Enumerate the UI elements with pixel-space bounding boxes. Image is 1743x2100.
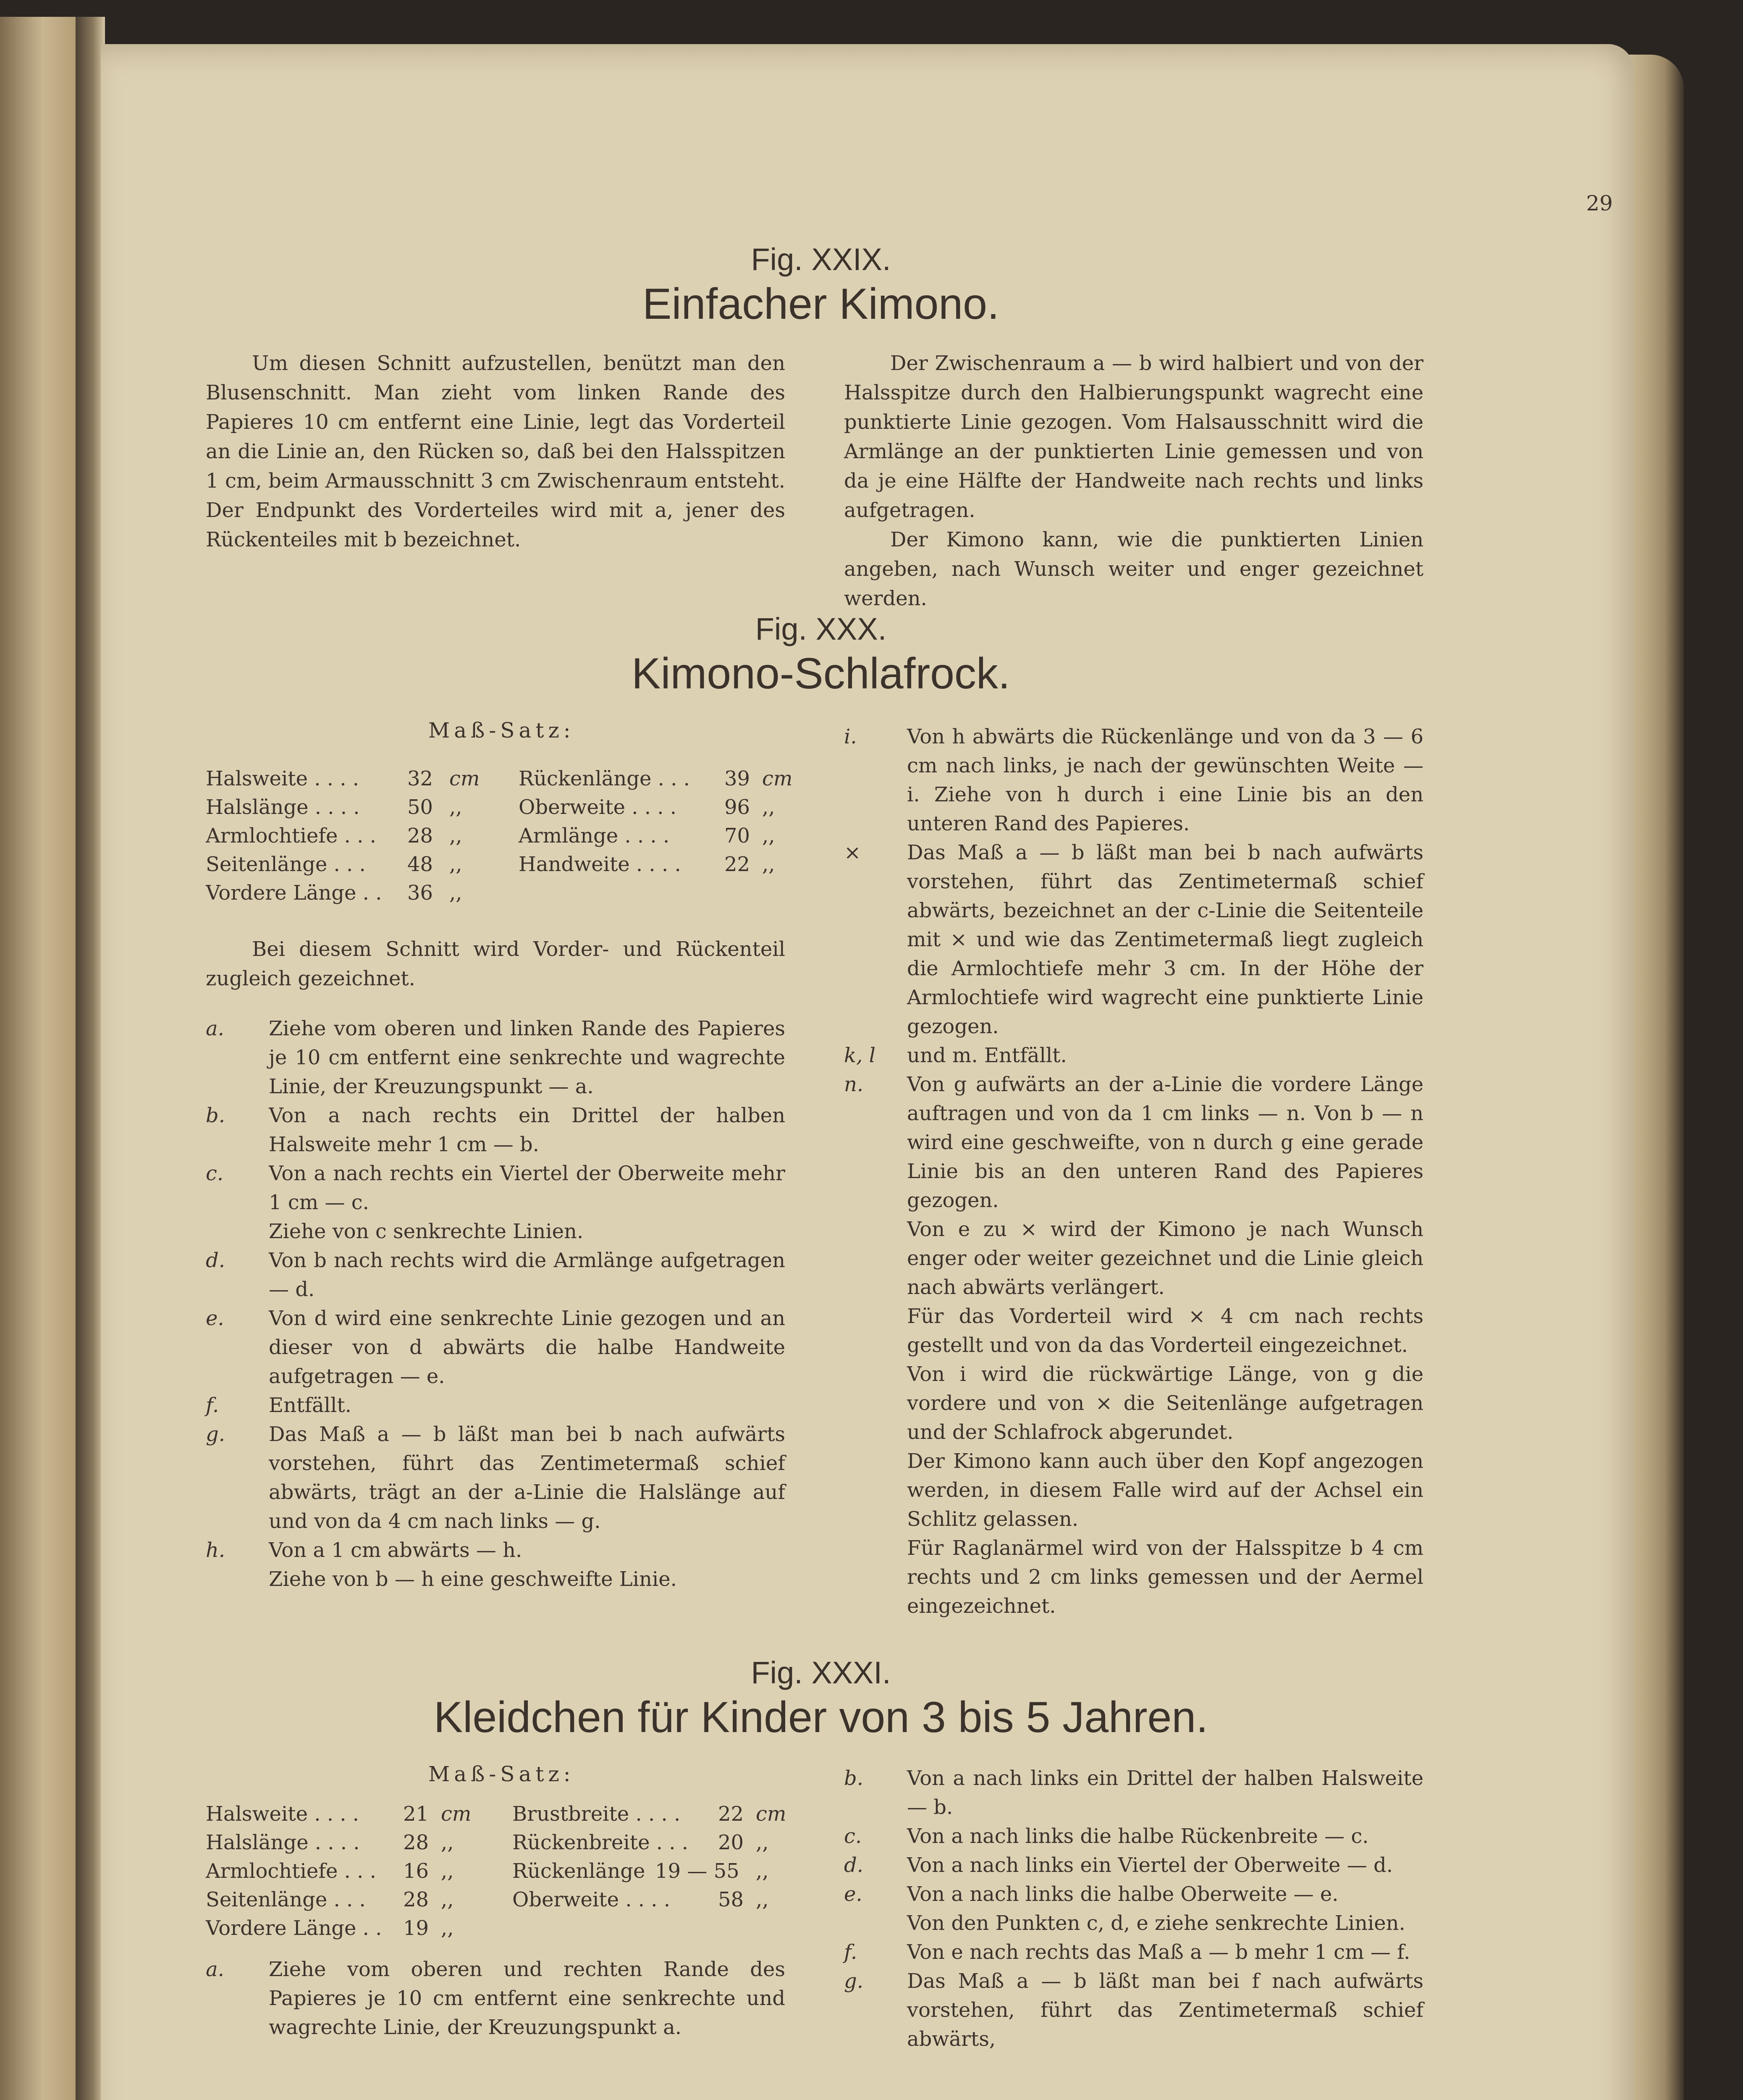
measurement-unit: cm — [441, 1802, 472, 1826]
measurement-unit: ,, — [756, 1859, 769, 1883]
step-item — [844, 1851, 1423, 1880]
step-item — [206, 1014, 785, 1101]
step-item — [844, 1764, 1423, 1822]
step-continuation: Ziehe von b — h eine geschweifte Linie. — [269, 1567, 677, 1591]
measurement-name: Seitenlänge . . . — [206, 853, 366, 876]
step-continuation: Von den Punkten c, d, e ziehe senkrechte Linien. — [907, 1911, 1405, 1935]
step-text: Von d wird eine senkrechte Linie gezogen und an dieser von d abwärts die halbe Handweite aufgetragen — e. — [269, 1307, 785, 1388]
fig31-title: Kleidchen für Kinder von 3 bis 5 Jahren. — [433, 1693, 1208, 1742]
step-text: Von h abwärts die Rückenlänge und von da 3 — 6 cm nach links, je nach der gewünschten Weite — i. Ziehe von h durch i eine Linie bis an den unteren Rand des Papieres. — [907, 725, 1423, 835]
measurement-unit: ,, — [449, 824, 462, 848]
measurement-row — [206, 1885, 508, 1914]
step-continuation: Für Raglanärmel wird von der Halsspitze b 4 cm rechts und 2 cm links gemessen und der Aermel eingezeichnet. — [907, 1536, 1423, 1618]
step-text: Von a nach rechts ein Viertel der Oberweite mehr 1 cm — c. — [269, 1162, 785, 1214]
step-key: g. — [844, 1969, 863, 1993]
measurement-unit: ,, — [441, 1859, 454, 1883]
measurement-value: 22 — [718, 1802, 744, 1826]
step-key: a. — [206, 1958, 224, 1981]
measurement-row — [206, 850, 508, 879]
step-item — [206, 1304, 785, 1391]
step-text: Von a nach links ein Viertel der Oberweite — d. — [907, 1853, 1393, 1877]
step-item — [844, 1070, 1423, 1215]
fig29-right-paragraph-1: Der Zwischenraum a — b wird halbiert und von der Halsspitze durch den Halbierungspunkt wagrecht eine punktierte Linie gezogen. Vom Halsausschnitt wird die Armlänge an der punktierten Linie gemessen und von da je eine Hälfte der Handweite nach rechts und links aufgetragen. — [844, 352, 1423, 522]
measurement-unit: ,, — [762, 853, 775, 876]
measurement-value: 39 — [724, 767, 750, 790]
step-text: Von e nach rechts das Maß a — b mehr 1 cm — f. — [907, 1940, 1410, 1964]
fig30-label: Fig. XXX. — [755, 612, 887, 646]
measurement-name: Rückenbreite . . . — [512, 1831, 689, 1854]
step-item — [206, 1246, 785, 1304]
measurement-value: 28 — [403, 1831, 429, 1854]
measurement-unit: ,, — [449, 795, 462, 819]
step-continuation: Der Kimono kann auch über den Kopf angezogen werden, in diesem Falle wird auf der Achsel ein Schlitz gelassen. — [907, 1449, 1423, 1531]
step-text: Entfällt. — [269, 1394, 351, 1417]
step-text: Von a 1 cm abwärts — h. — [269, 1538, 522, 1562]
fig30-mass-heading: Maß-Satz: — [428, 718, 575, 743]
measurement-unit: cm — [756, 1802, 786, 1826]
measurement-unit: ,, — [441, 1888, 454, 1911]
measurement-value: 96 — [724, 795, 750, 819]
measurement-unit: cm — [762, 767, 793, 790]
measurement-value: 36 — [407, 881, 433, 905]
measurement-row — [512, 1800, 798, 1828]
measurement-row — [206, 879, 508, 907]
step-text: Von b nach rechts wird die Armlänge aufgetragen — d. — [269, 1249, 785, 1301]
measurement-name: Rückenlänge — [512, 1859, 645, 1883]
measurement-unit: ,, — [449, 881, 462, 905]
measurement-value: 58 — [718, 1888, 744, 1911]
step-key: e. — [206, 1307, 224, 1330]
step-text: Ziehe vom oberen und linken Rande des Papieres je 10 cm entfernt eine senkrechte und wagrechte Linie, der Kreuzungspunkt — a. — [269, 1017, 785, 1098]
step-text: Von a nach links die halbe Rückenbreite — c. — [907, 1824, 1369, 1848]
measurement-row — [206, 793, 508, 822]
measurement-value: 19 — 55 — [655, 1859, 739, 1883]
fig31-measurements-right — [512, 1800, 798, 1914]
step-key: c. — [206, 1162, 224, 1185]
fig30-intro-text: Bei diesem Schnitt wird Vorder- und Rückenteil zugleich gezeichnet. — [206, 937, 785, 990]
fig29-left-paragraph: Um diesen Schnitt aufzustellen, benützt man den Blusenschnitt. Man zieht vom linken Rande des Papieres 10 cm entfernt eine Linie, legt das Vorderteil an die Linie an, den Rücken so, daß bei den Halsspitzen 1 cm, beim Armausschnitt 3 cm Zwischenraum entsteht. Der Endpunkt des Vorderteiles wird mit a, jener des Rückenteiles mit b bezeichnet. — [206, 352, 785, 551]
measurement-name: Halslänge . . . . — [206, 795, 360, 819]
measurement-unit: ,, — [756, 1831, 769, 1854]
measurement-value: 22 — [724, 853, 750, 876]
fig29-left-text — [206, 349, 785, 554]
fig29-right-paragraph-2: Der Kimono kann, wie die punktierten Linien angeben, nach Wunsch weiter und enger gezeichnet werden. — [844, 528, 1423, 610]
step-key: b. — [844, 1767, 863, 1790]
measurement-row — [206, 1800, 508, 1828]
measurement-value: 28 — [403, 1888, 429, 1911]
measurement-name: Handweite . . . . — [519, 853, 681, 876]
measurement-row — [206, 1914, 508, 1942]
measurement-name: Halsweite . . . . — [206, 1802, 359, 1826]
measurement-row — [519, 850, 796, 879]
step-key: d. — [844, 1853, 863, 1877]
measurement-row — [206, 822, 508, 850]
measurement-row — [519, 822, 796, 850]
measurement-name: Oberweite . . . . — [512, 1888, 671, 1911]
step-text: und m. Entfällt. — [907, 1044, 1067, 1067]
step-continuation: Für das Vorderteil wird × 4 cm nach rechts gestellt und von da das Vorderteil eingezeichnet. — [907, 1305, 1423, 1357]
measurement-row — [206, 764, 508, 793]
measurement-name: Vordere Länge . . — [206, 881, 382, 905]
measurement-unit: ,, — [762, 824, 775, 848]
step-text: Von a nach links ein Drittel der halben Halsweite — b. — [907, 1767, 1423, 1819]
fig31-steps-left — [206, 1955, 785, 2042]
fig31-steps-right — [844, 1764, 1423, 2054]
measurement-name: Brustbreite . . . . — [512, 1802, 681, 1826]
measurement-value: 50 — [407, 795, 433, 819]
step-key: f. — [206, 1394, 219, 1417]
measurement-name: Armlochtiefe . . . — [206, 1859, 376, 1883]
fig30-steps-right — [844, 722, 1423, 1621]
fig29-label: Fig. XXIX. — [751, 242, 891, 277]
step-item — [844, 1822, 1423, 1851]
measurement-row — [512, 1828, 798, 1857]
measurement-value: 48 — [407, 853, 433, 876]
measurement-name: Halslänge . . . . — [206, 1831, 360, 1854]
step-item — [844, 1041, 1423, 1070]
measurement-unit: ,, — [762, 795, 775, 819]
step-item — [844, 722, 1423, 838]
measurement-unit: ,, — [441, 1831, 454, 1854]
measurement-unit: ,, — [449, 853, 462, 876]
measurement-row — [519, 793, 796, 822]
step-item — [206, 1420, 785, 1536]
step-text: Das Maß a — b läßt man bei f nach aufwärts vorstehen, führt das Zentimetermaß schief abwärts, — [907, 1969, 1423, 2051]
step-key: a. — [206, 1017, 224, 1040]
step-item — [844, 1938, 1423, 1967]
measurement-row — [512, 1857, 798, 1885]
step-item — [206, 1101, 785, 1159]
step-text: Von g aufwärts an der a-Linie die vordere Länge auftragen und von da 1 cm links — n. Von b — n wird eine geschweifte, von n durch g eine gerade Linie bis an den unteren Rand des Papieres gezogen. — [907, 1073, 1423, 1212]
fig31-measurements-left — [206, 1800, 508, 1942]
step-text: Von a nach links die halbe Oberweite — e. — [907, 1882, 1339, 1906]
step-item — [844, 1880, 1423, 1909]
step-key: c. — [844, 1824, 862, 1848]
measurement-value: 32 — [407, 767, 433, 790]
measurement-row — [206, 1828, 508, 1857]
measurement-name: Halsweite . . . . — [206, 767, 359, 790]
fig31-mass-heading: Maß-Satz: — [428, 1762, 575, 1786]
step-item — [206, 1536, 785, 1565]
measurement-value: 20 — [718, 1831, 744, 1854]
step-item — [844, 838, 1423, 1041]
step-text: Das Maß a — b läßt man bei b nach aufwärts vorstehen, führt das Zentimetermaß schief abwärts, bezeichnet an der c-Linie die Seitenteile mit × und wie das Zentimetermaß liegt zugleich die Armlochtiefe mehr 3 cm. In der Höhe der Armlochtiefe wird wagrecht eine punktierte Linie gezogen. — [907, 841, 1423, 1038]
step-key: × — [844, 841, 861, 864]
measurement-row — [519, 764, 796, 793]
step-text: Das Maß a — b läßt man bei b nach aufwärts vorstehen, führt das Zentimetermaß schief abwärts, trägt an der a-Linie die Halslänge auf und von da 4 cm nach links — g. — [269, 1423, 785, 1533]
step-item — [206, 1955, 785, 2042]
measurement-name: Vordere Länge . . — [206, 1916, 382, 1940]
measurement-row — [512, 1885, 798, 1914]
measurement-name: Seitenlänge . . . — [206, 1888, 366, 1911]
step-key: e. — [844, 1882, 862, 1906]
measurement-value: 28 — [407, 824, 433, 848]
step-item — [206, 1159, 785, 1217]
measurement-name: Rückenlänge . . . — [519, 767, 690, 790]
step-key: n. — [844, 1073, 864, 1096]
step-text: Von a nach rechts ein Drittel der halben Halsweite mehr 1 cm — b. — [269, 1104, 785, 1156]
step-continuation: Von i wird die rückwärtige Länge, von g die vordere und von × die Seitenlänge aufgetragen und der Schlafrock abgerundet. — [907, 1362, 1423, 1444]
measurement-name: Armlochtiefe . . . — [206, 824, 376, 848]
measurement-name: Armlänge . . . . — [519, 824, 670, 848]
step-key: k, l — [844, 1044, 875, 1067]
measurement-row — [206, 1857, 508, 1885]
step-key: g. — [206, 1423, 225, 1446]
step-item — [206, 1391, 785, 1420]
fig29-title: Einfacher Kimono. — [642, 280, 999, 328]
step-key: h. — [206, 1538, 225, 1562]
step-continuation: Ziehe von c senkrechte Linien. — [269, 1220, 584, 1243]
step-key: i. — [844, 725, 857, 748]
measurement-unit: ,, — [756, 1888, 769, 1911]
step-text: Ziehe vom oberen und rechten Rande des Papieres je 10 cm entfernt eine senkrechte und wagrechte Linie, der Kreuzungspunkt a. — [269, 1958, 785, 2039]
fig30-steps-left — [206, 1014, 785, 1594]
step-key: f. — [844, 1940, 857, 1964]
page-number: 29 — [1586, 191, 1613, 215]
measurement-unit: cm — [449, 767, 480, 790]
fig31-label: Fig. XXXI. — [751, 1655, 891, 1690]
step-key: d. — [206, 1249, 225, 1272]
measurement-value: 16 — [403, 1859, 429, 1883]
previous-page-edge — [0, 17, 78, 2100]
measurement-unit: ,, — [441, 1916, 454, 1940]
step-continuation: Von e zu × wird der Kimono je nach Wunsch enger oder weiter gezeichnet und die Linie gleich nach abwärts verlängert. — [907, 1218, 1423, 1299]
step-key: b. — [206, 1104, 225, 1127]
fig30-intro — [206, 934, 785, 993]
fig30-measurements-right — [519, 764, 796, 879]
fig29-right-text — [844, 349, 1423, 613]
measurement-name: Oberweite . . . . — [519, 795, 677, 819]
step-item — [844, 1967, 1423, 2054]
measurement-value: 21 — [403, 1802, 429, 1826]
fig30-measurements-left — [206, 764, 508, 907]
measurement-value: 70 — [724, 824, 750, 848]
measurement-value: 19 — [403, 1916, 429, 1940]
fig30-title: Kimono-Schlafrock. — [632, 649, 1010, 698]
